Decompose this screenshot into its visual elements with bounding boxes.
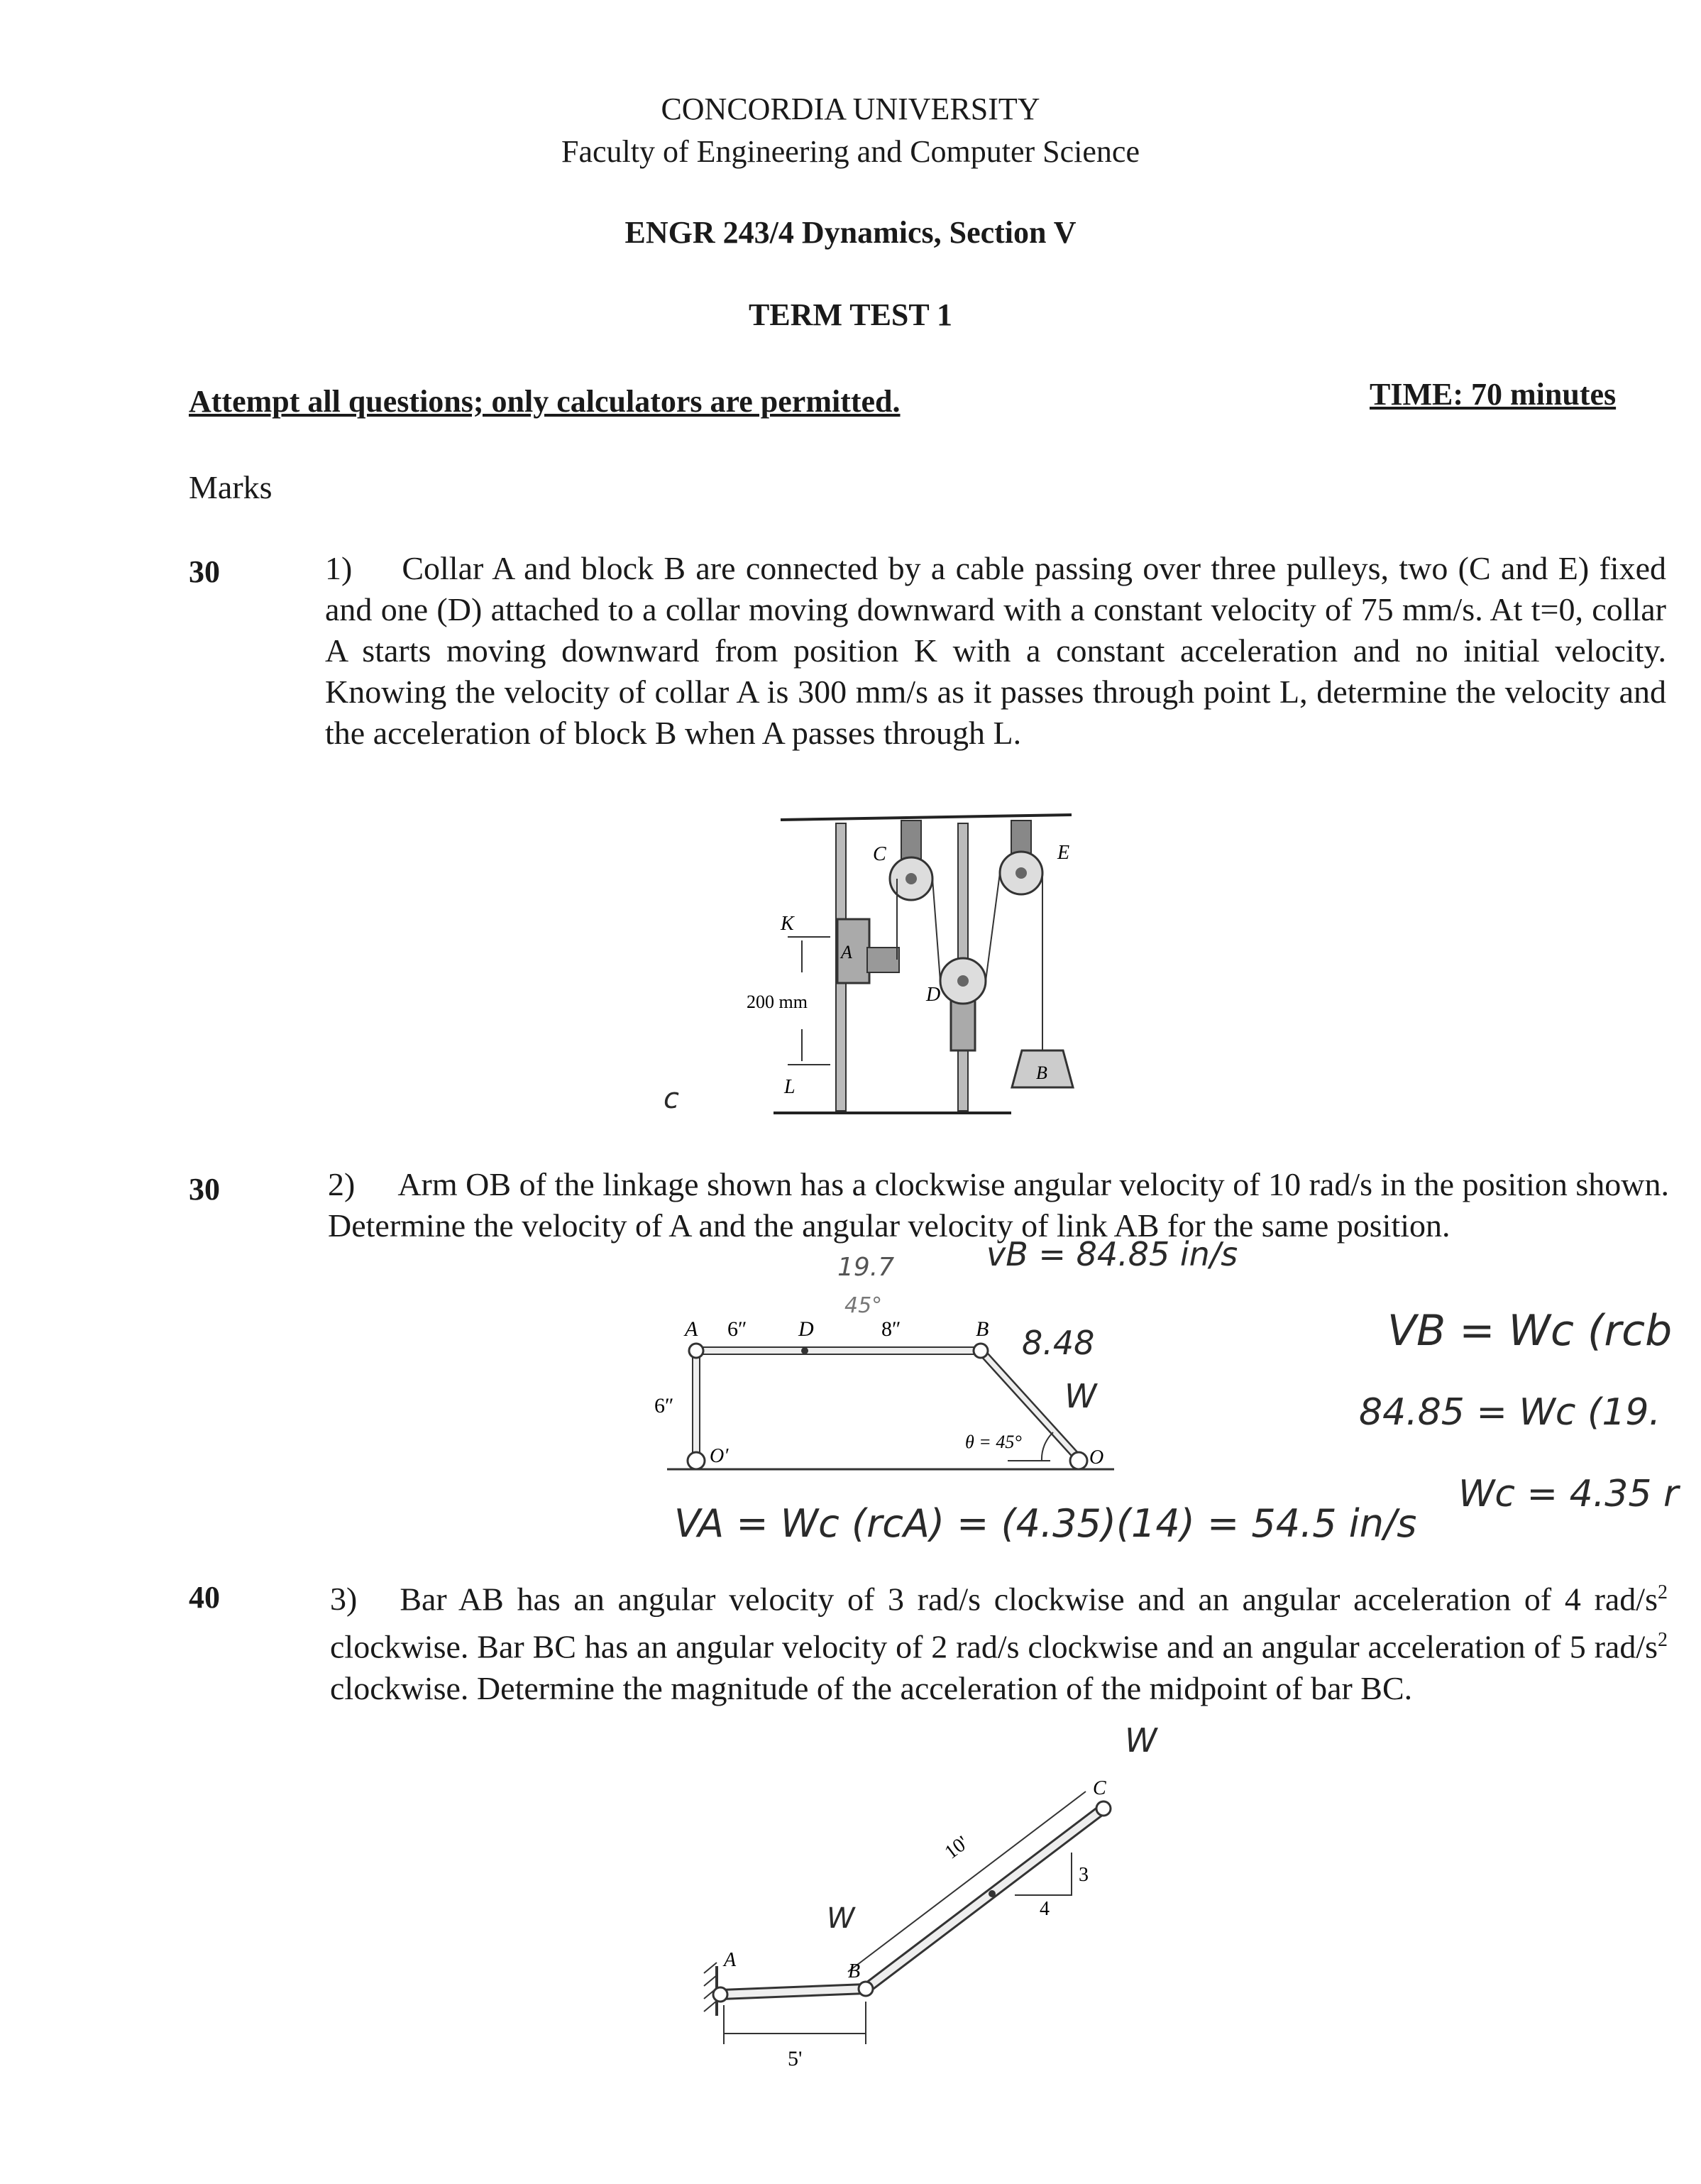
q3-label-a: A bbox=[724, 1949, 737, 1971]
q3-sup-2: 2 bbox=[1658, 1629, 1668, 1652]
hand-w-q3a: W bbox=[1125, 1721, 1157, 1760]
q3-body-3: clockwise. Determine the magnitude of the acceleration of the midpoint of bar BC. bbox=[330, 1669, 1413, 1706]
q1-label-b: B bbox=[1036, 1063, 1047, 1083]
q3-text bbox=[330, 1572, 1668, 1709]
q1-dimension: 200 mm bbox=[747, 992, 808, 1012]
q2-figure bbox=[653, 1306, 1192, 1505]
q1-ceiling bbox=[781, 815, 1072, 820]
q1-label-c: C bbox=[873, 843, 886, 865]
instructions: Attempt all questions; only calculators are permitted. bbox=[189, 384, 901, 419]
time-limit: TIME: 70 minutes bbox=[1370, 377, 1617, 412]
q3-pin-b bbox=[859, 1982, 873, 1996]
q2-label-o: O bbox=[1089, 1447, 1104, 1469]
hand-19: 19.7 bbox=[837, 1253, 895, 1282]
faculty-name: Faculty of Engineering and Computer Science bbox=[561, 134, 1140, 169]
q2-label-o-prime: O′ bbox=[710, 1445, 729, 1467]
q2-angle: θ = 45° bbox=[965, 1432, 1022, 1452]
q3-number: 3) bbox=[330, 1581, 358, 1618]
q3-label-b: B bbox=[848, 1960, 861, 1982]
q2-body: Arm OB of the linkage shown has a clockwise angular velocity of 10 rad/s in the position shown. Determine the velocity of A and the angular velocity of link AB for the same position. bbox=[328, 1166, 1669, 1244]
hand-eq1: VB = Wc (rcb bbox=[1387, 1306, 1673, 1356]
q2-marks: 30 bbox=[189, 1172, 220, 1207]
q3-body-1: Bar AB has an angular velocity of 3 rad/s clockwise and an angular acceleration of 4 rad/s bbox=[400, 1581, 1658, 1618]
q1-body: Collar A and block B are connected by a cable passing over three pulleys, two (C and E) fixed and one (D) attached to a collar moving downward with a constant velocity of 75 mm/s. At t=0, collar A starts moving downward from position K with a constant acceleration and no initial velocity. Knowing the velocity of collar A is 300 mm/s as it passes through point L, determine the velocity and the acceleration of block B when A passes through L. bbox=[325, 550, 1666, 751]
q2-label-d: D bbox=[798, 1317, 814, 1341]
q2-dim-ad: 6″ bbox=[727, 1317, 747, 1341]
q3-dim-bc: 10' bbox=[940, 1831, 973, 1864]
q2-dim-height: 6″ bbox=[654, 1394, 674, 1417]
q3-midpoint bbox=[989, 1890, 996, 1897]
q2-pin-o bbox=[1070, 1452, 1087, 1469]
q2-link-ao bbox=[693, 1350, 700, 1467]
q1-label-l: L bbox=[784, 1076, 796, 1098]
marks-heading: Marks bbox=[189, 469, 273, 505]
q2-point-d bbox=[801, 1347, 808, 1354]
q2-text bbox=[328, 1164, 1669, 1246]
q3-marks: 40 bbox=[189, 1580, 220, 1615]
q2-number: 2) bbox=[328, 1166, 356, 1202]
hand-eq4: VA = Wc (rcA) = (4.35)(14) = 54.5 in/s bbox=[674, 1501, 1417, 1546]
q1-label-d: D bbox=[926, 984, 941, 1006]
q3-sup-1: 2 bbox=[1658, 1581, 1668, 1603]
hand-45: 45° bbox=[844, 1293, 883, 1318]
hand-eq2: 84.85 = Wc (19. bbox=[1359, 1391, 1661, 1434]
q2-link-ab bbox=[695, 1347, 981, 1354]
q3-body-2: clockwise. Bar BC has an angular velocity of 2 rad/s clockwise and an angular acceleration of 5 rad/s bbox=[330, 1628, 1658, 1665]
q2-pin-o-prime bbox=[688, 1452, 705, 1469]
q3-dim-ab: 5' bbox=[788, 2047, 803, 2070]
q2-label-b: B bbox=[976, 1317, 989, 1341]
q1-number: 1) bbox=[325, 550, 353, 586]
hand-848: 8.48 bbox=[1022, 1324, 1095, 1362]
q3-figure bbox=[681, 1760, 1192, 2129]
course-title: ENGR 243/4 Dynamics, Section V bbox=[624, 215, 1077, 250]
q1-marks: 30 bbox=[189, 554, 220, 589]
q3-pin-c bbox=[1096, 1801, 1111, 1816]
q1-label-a: A bbox=[841, 942, 852, 962]
hand-eq3: Wc = 4.35 r bbox=[1458, 1473, 1679, 1515]
q3-label-c: C bbox=[1093, 1777, 1106, 1799]
test-title: TERM TEST 1 bbox=[749, 297, 952, 332]
q1-label-k: K bbox=[781, 913, 794, 935]
q2-label-a: A bbox=[685, 1317, 698, 1341]
university-name: CONCORDIA UNIVERSITY bbox=[661, 92, 1040, 126]
hand-w-mark: W bbox=[1064, 1377, 1097, 1415]
hand-c-mark: c bbox=[664, 1082, 679, 1115]
q3-pin-a bbox=[713, 1987, 727, 2002]
q3-bar-bc bbox=[866, 1809, 1103, 1989]
q3-slope-rise: 3 bbox=[1079, 1864, 1089, 1886]
q2-pin-a bbox=[689, 1344, 703, 1358]
q3-slope-run: 4 bbox=[1040, 1898, 1050, 1920]
q1-label-e: E bbox=[1057, 842, 1070, 864]
q1-text bbox=[325, 548, 1666, 754]
q1-figure bbox=[710, 795, 1107, 1164]
q2-dim-db: 8″ bbox=[881, 1317, 901, 1341]
hand-w-q3b: W bbox=[827, 1902, 855, 1935]
q2-pin-b bbox=[974, 1344, 988, 1358]
hand-vb-note: vB = 84.85 in/s bbox=[986, 1235, 1238, 1273]
